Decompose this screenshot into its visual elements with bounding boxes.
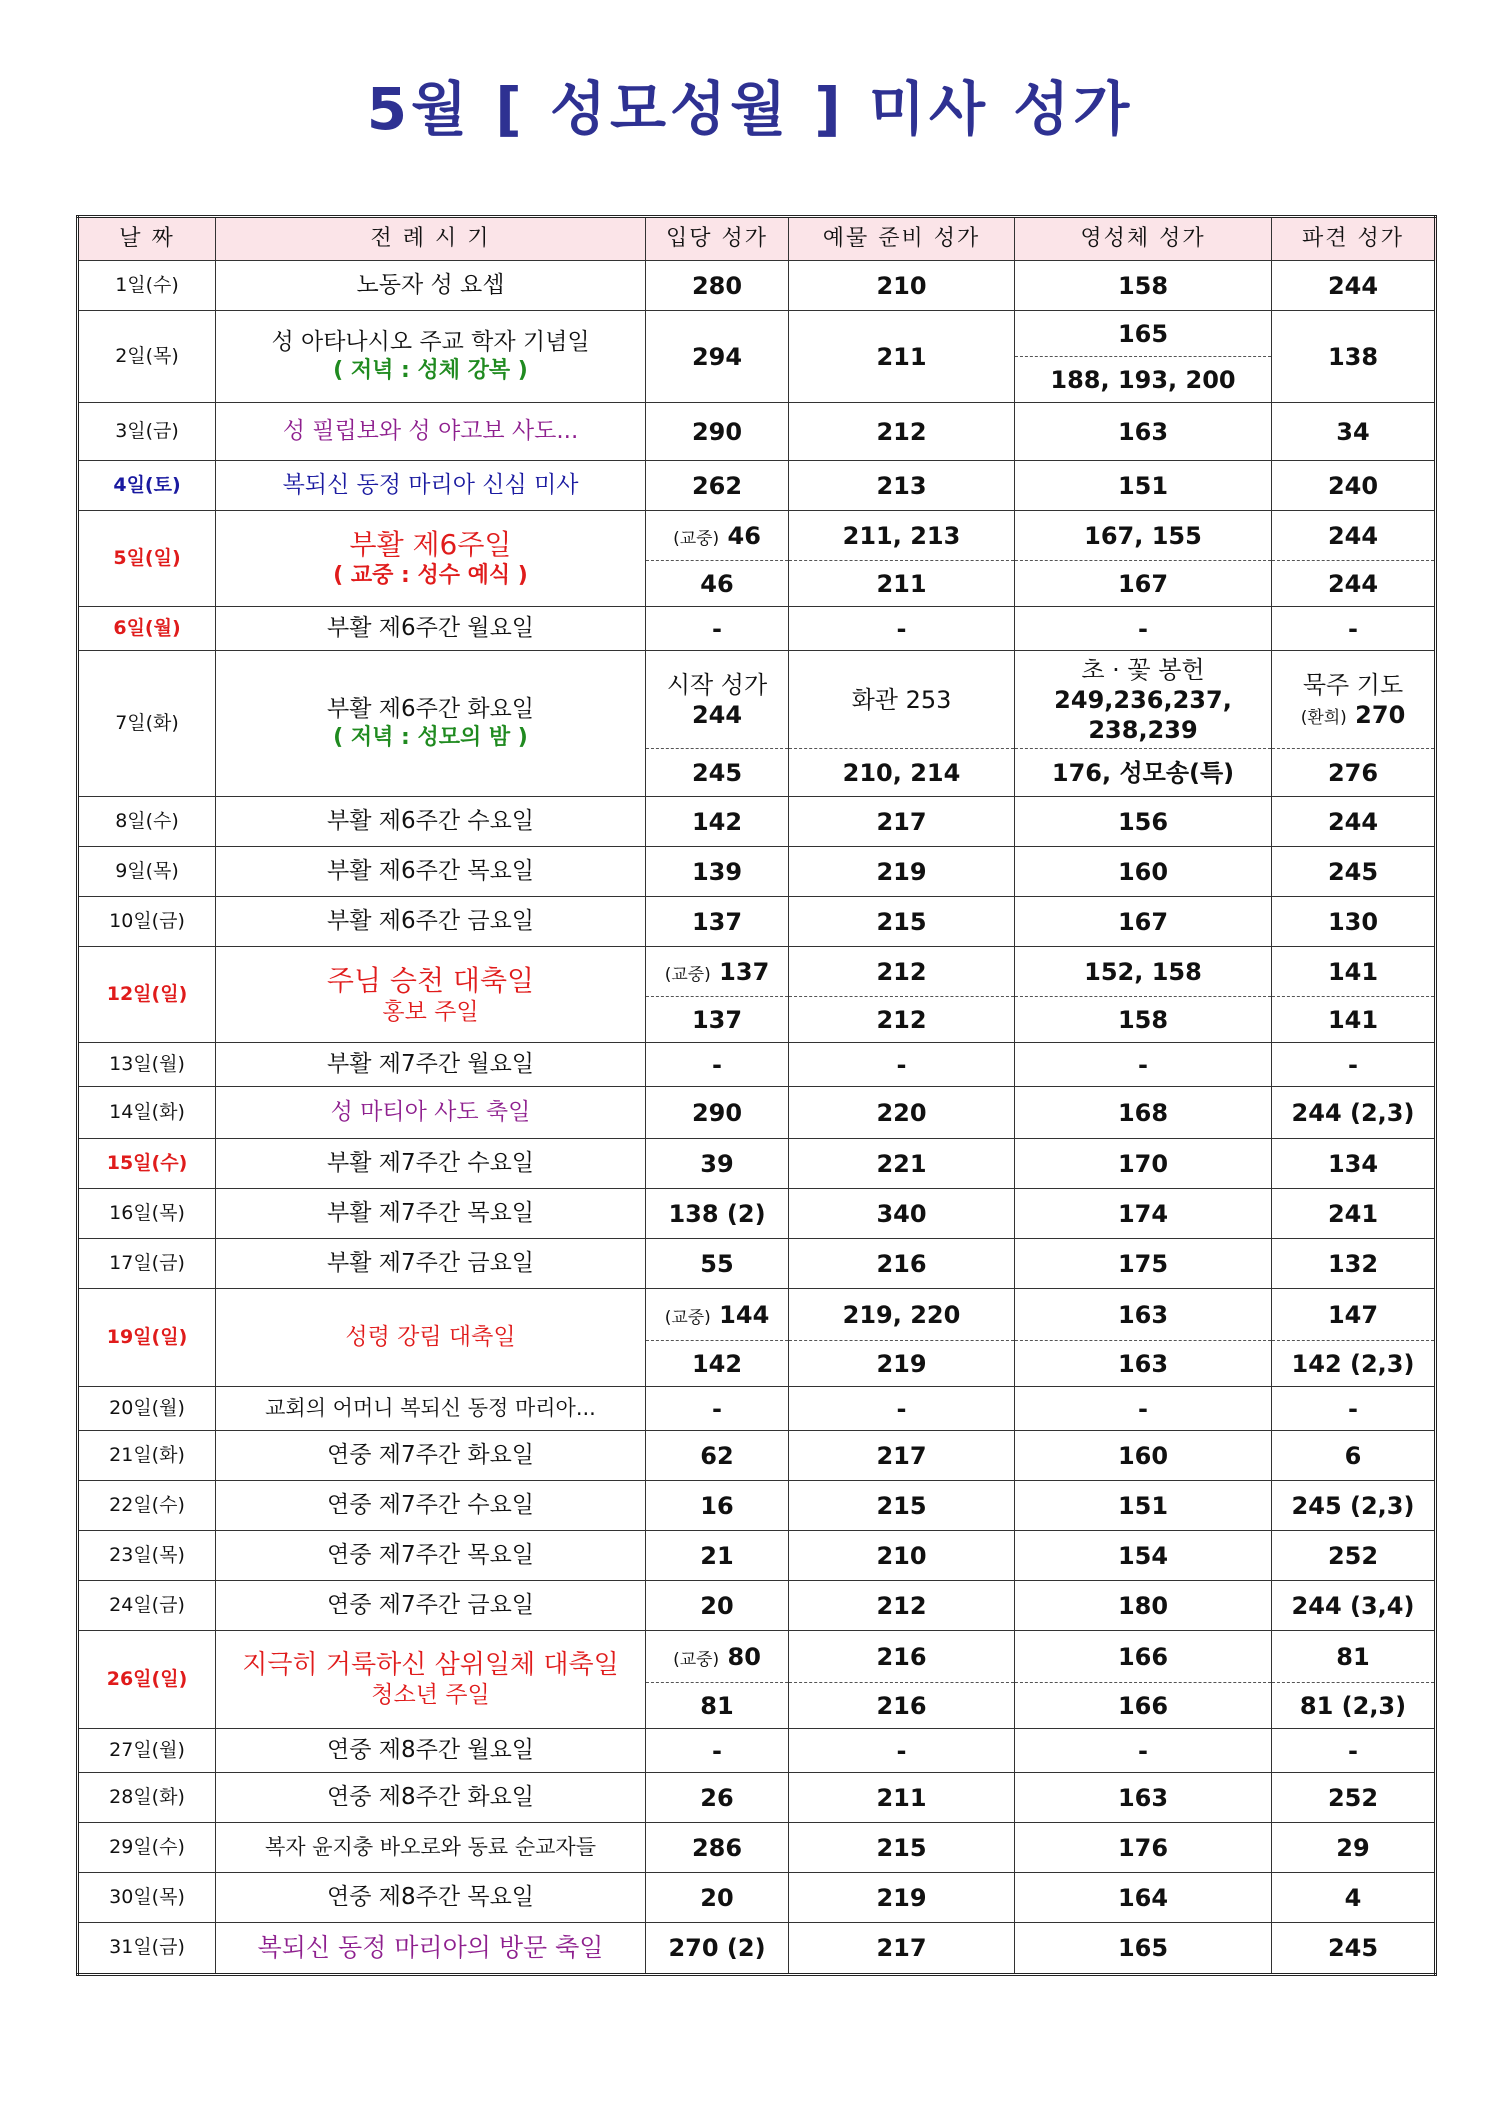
liturgy-cell: 연중 제7주간 목요일 [216, 1531, 646, 1581]
liturgy-title: 주님 승천 대축일 [326, 963, 535, 997]
communion-cell: 151 [1015, 1481, 1272, 1531]
liturgy-cell [216, 511, 646, 607]
sending-cell: - [1272, 1729, 1436, 1773]
sending-cell: 141 [1272, 947, 1436, 997]
entrance-cell: 20 [646, 1873, 789, 1923]
liturgy-cell: 복자 윤지충 바오로와 동료 순교자들 [216, 1823, 646, 1873]
liturgy-cell [216, 1631, 646, 1729]
date-cell: 21일(화) [78, 1431, 216, 1481]
sending-cell: - [1272, 607, 1436, 651]
liturgy-cell: 복되신 동정 마리아 신심 미사 [216, 461, 646, 511]
liturgy-cell: 연중 제7주간 화요일 [216, 1431, 646, 1481]
entrance-cell: 138 (2) [646, 1189, 789, 1239]
sending-cell: 245 [1272, 1923, 1436, 1975]
offertory-cell: 340 [789, 1189, 1015, 1239]
entrance-cell [646, 1289, 789, 1341]
date-cell: 10일(금) [78, 897, 216, 947]
table-row [78, 261, 1436, 311]
table-row [78, 1923, 1436, 1975]
liturgy-cell: 노동자 성 요셉 [216, 261, 646, 311]
communion-cell: - [1015, 1387, 1272, 1431]
communion-label: 초 · 꽃 봉헌 [1081, 655, 1205, 684]
mass-tag: (교중) [673, 528, 720, 549]
sending-cell: 244 [1272, 511, 1436, 561]
liturgy-cell: 부활 제7주간 목요일 [216, 1189, 646, 1239]
sending-cell: - [1272, 1387, 1436, 1431]
date-cell: 3일(금) [78, 403, 216, 461]
mass-tag: (교중) [673, 1649, 720, 1670]
communion-cell: 158 [1015, 261, 1272, 311]
sending-cell: 134 [1272, 1139, 1436, 1189]
mass-tag: (교중) [664, 964, 711, 985]
offertory-cell: 219 [789, 1873, 1015, 1923]
table-row [78, 1289, 1436, 1341]
sending-cell: 132 [1272, 1239, 1436, 1289]
mystery-tag: (환희) [1300, 707, 1347, 728]
entrance-cell [646, 947, 789, 997]
sending-cell: 6 [1272, 1431, 1436, 1481]
table-row [78, 847, 1436, 897]
date-cell: 15일(수) [78, 1139, 216, 1189]
date-cell: 28일(화) [78, 1773, 216, 1823]
sending-cell: 244 (2,3) [1272, 1087, 1436, 1139]
entrance-cell: 62 [646, 1431, 789, 1481]
communion-cell: 188, 193, 200 [1015, 357, 1272, 403]
liturgy-cell [216, 651, 646, 797]
liturgy-subtitle: ( 저녁 : 성모의 밤 ) [333, 725, 528, 751]
table-row [78, 1773, 1436, 1823]
sending-cell: 4 [1272, 1873, 1436, 1923]
offertory-cell: 212 [789, 1581, 1015, 1631]
table-row [78, 1729, 1436, 1773]
offertory-cell: 211 [789, 561, 1015, 607]
offertory-cell: 216 [789, 1631, 1015, 1683]
liturgy-cell [216, 947, 646, 1043]
communion-cell: 168 [1015, 1087, 1272, 1139]
offertory-cell: 217 [789, 1923, 1015, 1975]
sending-label: 묵주 기도 [1302, 670, 1404, 699]
entrance-cell: 46 [646, 561, 789, 607]
sending-cell [1272, 651, 1436, 749]
entrance-cell: 137 [646, 997, 789, 1043]
communion-cell: - [1015, 1043, 1272, 1087]
offertory-cell: 219 [789, 1341, 1015, 1387]
liturgy-cell: 부활 제6주간 월요일 [216, 607, 646, 651]
header-communion: 영성체 성가 [1015, 217, 1272, 261]
offertory-cell: 210 [789, 261, 1015, 311]
liturgy-cell: 부활 제6주간 금요일 [216, 897, 646, 947]
communion-cell: 152, 158 [1015, 947, 1272, 997]
table-row [78, 1873, 1436, 1923]
entrance-cell: - [646, 1729, 789, 1773]
offertory-cell: 211 [789, 1773, 1015, 1823]
communion-cell: 166 [1015, 1631, 1272, 1683]
date-cell: 23일(목) [78, 1531, 216, 1581]
entrance-label: 시작 성가 [666, 670, 768, 699]
header-date: 날 짜 [78, 217, 216, 261]
liturgy-title: 부활 제6주간 화요일 [327, 696, 534, 723]
communion-cell: 160 [1015, 1431, 1272, 1481]
offertory-cell: 216 [789, 1683, 1015, 1729]
table-row [78, 1087, 1436, 1139]
date-cell: 20일(월) [78, 1387, 216, 1431]
offertory-cell: - [789, 607, 1015, 651]
offertory-cell: 210, 214 [789, 749, 1015, 797]
date-cell: 24일(금) [78, 1581, 216, 1631]
liturgy-cell: 성령 강림 대축일 [216, 1289, 646, 1387]
entrance-value: 137 [719, 957, 770, 986]
header-row [78, 217, 1436, 261]
offertory-cell: 217 [789, 1431, 1015, 1481]
offertory-cell: 215 [789, 1823, 1015, 1873]
entrance-cell: 81 [646, 1683, 789, 1729]
offertory-cell: 212 [789, 997, 1015, 1043]
page-title: 5월 [ 성모성월 ] 미사 성가 [366, 75, 1134, 143]
hymn-table [76, 215, 1437, 1976]
liturgy-cell: 부활 제7주간 수요일 [216, 1139, 646, 1189]
communion-cell: 180 [1015, 1581, 1272, 1631]
communion-cell: 163 [1015, 1289, 1272, 1341]
communion-cell: 167 [1015, 897, 1272, 947]
sending-cell: 252 [1272, 1773, 1436, 1823]
date-cell: 2일(목) [78, 311, 216, 403]
communion-cell: 163 [1015, 1341, 1272, 1387]
communion-cell: 164 [1015, 1873, 1272, 1923]
offertory-cell: 215 [789, 1481, 1015, 1531]
table-row [78, 1431, 1436, 1481]
offertory-cell: 213 [789, 461, 1015, 511]
date-cell: 7일(화) [78, 651, 216, 797]
communion-cell: 151 [1015, 461, 1272, 511]
liturgy-title: 지극히 거룩하신 삼위일체 대축일 [242, 1649, 619, 1680]
entrance-cell: 142 [646, 797, 789, 847]
date-cell: 1일(수) [78, 261, 216, 311]
sending-cell: 244 [1272, 261, 1436, 311]
communion-cell: 160 [1015, 847, 1272, 897]
table-row [78, 461, 1436, 511]
date-cell: 8일(수) [78, 797, 216, 847]
date-cell: 27일(월) [78, 1729, 216, 1773]
communion-cell: - [1015, 1729, 1272, 1773]
offertory-cell: 217 [789, 797, 1015, 847]
communion-cell: - [1015, 607, 1272, 651]
entrance-cell: 262 [646, 461, 789, 511]
table-row [78, 1823, 1436, 1873]
liturgy-cell: 부활 제6주간 수요일 [216, 797, 646, 847]
liturgy-cell: 연중 제8주간 화요일 [216, 1773, 646, 1823]
communion-cell: 167 [1015, 561, 1272, 607]
communion-cell: 163 [1015, 1773, 1272, 1823]
liturgy-cell: 부활 제7주간 금요일 [216, 1239, 646, 1289]
entrance-value: 244 [691, 700, 743, 729]
entrance-cell: 26 [646, 1773, 789, 1823]
communion-cell: 163 [1015, 403, 1272, 461]
offertory-cell: 211 [789, 311, 1015, 403]
date-cell: 29일(수) [78, 1823, 216, 1873]
header-liturgy: 전 례 시 기 [216, 217, 646, 261]
communion-cell: 165 [1015, 311, 1272, 357]
table-row [78, 947, 1436, 997]
entrance-cell [646, 511, 789, 561]
offertory-cell: 212 [789, 403, 1015, 461]
entrance-cell: 20 [646, 1581, 789, 1631]
liturgy-subtitle: ( 교중 : 성수 예식 ) [333, 563, 528, 589]
date-cell: 22일(수) [78, 1481, 216, 1531]
communion-cell: 156 [1015, 797, 1272, 847]
offertory-cell: 215 [789, 897, 1015, 947]
date-cell: 31일(금) [78, 1923, 216, 1975]
date-cell: 6일(월) [78, 607, 216, 651]
offertory-cell: 212 [789, 947, 1015, 997]
sending-cell: 130 [1272, 897, 1436, 947]
liturgy-cell [216, 311, 646, 403]
entrance-cell: - [646, 1043, 789, 1087]
sending-cell: 245 [1272, 847, 1436, 897]
sending-cell: 147 [1272, 1289, 1436, 1341]
entrance-cell: 21 [646, 1531, 789, 1581]
offertory-cell: 216 [789, 1239, 1015, 1289]
entrance-cell: 139 [646, 847, 789, 897]
offertory-cell: 221 [789, 1139, 1015, 1189]
liturgy-cell: 연중 제8주간 월요일 [216, 1729, 646, 1773]
liturgy-cell: 부활 제7주간 월요일 [216, 1043, 646, 1087]
sending-cell: 276 [1272, 749, 1436, 797]
entrance-cell: 286 [646, 1823, 789, 1873]
sending-cell: 141 [1272, 997, 1436, 1043]
offertory-cell: 화관 253 [789, 651, 1015, 749]
liturgy-cell: 부활 제6주간 목요일 [216, 847, 646, 897]
table-row [78, 1631, 1436, 1683]
communion-value: 238,239 [1088, 715, 1198, 744]
date-cell: 16일(목) [78, 1189, 216, 1239]
liturgy-cell: 연중 제8주간 목요일 [216, 1873, 646, 1923]
table-row [78, 1189, 1436, 1239]
sending-cell: 245 (2,3) [1272, 1481, 1436, 1531]
offertory-cell: 211, 213 [789, 511, 1015, 561]
offertory-cell: - [789, 1729, 1015, 1773]
liturgy-cell: 성 마티아 사도 축일 [216, 1087, 646, 1139]
offertory-cell: - [789, 1043, 1015, 1087]
liturgy-cell: 교회의 어머니 복되신 동정 마리아... [216, 1387, 646, 1431]
communion-cell: 167, 155 [1015, 511, 1272, 561]
date-cell: 5일(일) [78, 511, 216, 607]
communion-cell [1015, 651, 1272, 749]
liturgy-cell: 성 필립보와 성 야고보 사도... [216, 403, 646, 461]
entrance-cell [646, 651, 789, 749]
table-row [78, 1531, 1436, 1581]
date-cell: 17일(금) [78, 1239, 216, 1289]
sending-cell: 241 [1272, 1189, 1436, 1239]
liturgy-cell: 연중 제7주간 수요일 [216, 1481, 646, 1531]
date-cell: 13일(월) [78, 1043, 216, 1087]
liturgy-subtitle: 홍보 주일 [382, 998, 479, 1025]
mass-tag: (교중) [664, 1307, 711, 1328]
sending-cell: 142 (2,3) [1272, 1341, 1436, 1387]
sending-cell: 29 [1272, 1823, 1436, 1873]
sending-cell: - [1272, 1043, 1436, 1087]
liturgy-title: 부활 제6주일 [349, 528, 512, 562]
communion-cell: 166 [1015, 1683, 1272, 1729]
communion-cell: 158 [1015, 997, 1272, 1043]
sending-cell: 244 [1272, 797, 1436, 847]
entrance-cell: - [646, 607, 789, 651]
entrance-cell: 245 [646, 749, 789, 797]
entrance-cell: - [646, 1387, 789, 1431]
date-cell: 14일(화) [78, 1087, 216, 1139]
offertory-cell: 219 [789, 847, 1015, 897]
table-row [78, 797, 1436, 847]
communion-cell: 174 [1015, 1189, 1272, 1239]
sending-cell: 252 [1272, 1531, 1436, 1581]
entrance-cell: 142 [646, 1341, 789, 1387]
table-row [78, 607, 1436, 651]
offertory-cell: 219, 220 [789, 1289, 1015, 1341]
entrance-cell: 280 [646, 261, 789, 311]
table-row [78, 1481, 1436, 1531]
offertory-cell: 220 [789, 1087, 1015, 1139]
table-row [78, 651, 1436, 749]
sending-cell: 244 (3,4) [1272, 1581, 1436, 1631]
sending-value: 270 [1355, 700, 1406, 729]
date-cell: 4일(토) [78, 461, 216, 511]
date-cell: 9일(목) [78, 847, 216, 897]
entrance-cell: 290 [646, 403, 789, 461]
communion-value: 249,236,237, [1054, 685, 1232, 714]
date-cell: 12일(일) [78, 947, 216, 1043]
communion-cell: 175 [1015, 1239, 1272, 1289]
entrance-cell: 16 [646, 1481, 789, 1531]
entrance-cell: 137 [646, 897, 789, 947]
entrance-cell: 290 [646, 1087, 789, 1139]
table-row [78, 1581, 1436, 1631]
communion-cell: 176, 성모송(특) [1015, 749, 1272, 797]
hymn-table-wrapper [76, 215, 1434, 1976]
header-entrance: 입당 성가 [646, 217, 789, 261]
table-row [78, 311, 1436, 357]
sending-cell: 138 [1272, 311, 1436, 403]
table-row [78, 1387, 1436, 1431]
date-cell: 30일(목) [78, 1873, 216, 1923]
entrance-cell: 294 [646, 311, 789, 403]
liturgy-cell: 복되신 동정 마리아의 방문 축일 [216, 1923, 646, 1975]
header-sending: 파견 성가 [1272, 217, 1436, 261]
sending-cell: 240 [1272, 461, 1436, 511]
sending-cell: 34 [1272, 403, 1436, 461]
liturgy-title: 성 아타나시오 주교 학자 기념일 [271, 329, 590, 356]
sending-cell: 244 [1272, 561, 1436, 607]
communion-cell: 154 [1015, 1531, 1272, 1581]
offertory-cell: - [789, 1387, 1015, 1431]
date-cell: 26일(일) [78, 1631, 216, 1729]
table-row [78, 1239, 1436, 1289]
communion-cell: 170 [1015, 1139, 1272, 1189]
date-cell: 19일(일) [78, 1289, 216, 1387]
entrance-cell [646, 1631, 789, 1683]
sending-cell: 81 (2,3) [1272, 1683, 1436, 1729]
table-row [78, 897, 1436, 947]
sending-cell: 81 [1272, 1631, 1436, 1683]
table-row [78, 1043, 1436, 1087]
entrance-cell: 55 [646, 1239, 789, 1289]
liturgy-subtitle: ( 저녁 : 성체 강복 ) [333, 358, 528, 384]
entrance-value: 46 [727, 521, 761, 550]
entrance-cell: 39 [646, 1139, 789, 1189]
header-offertory: 예물 준비 성가 [789, 217, 1015, 261]
entrance-cell: 270 (2) [646, 1923, 789, 1975]
table-row [78, 1139, 1436, 1189]
liturgy-cell: 연중 제7주간 금요일 [216, 1581, 646, 1631]
entrance-value: 144 [719, 1300, 770, 1329]
offertory-cell: 210 [789, 1531, 1015, 1581]
entrance-value: 80 [727, 1642, 761, 1671]
communion-cell: 176 [1015, 1823, 1272, 1873]
table-row [78, 403, 1436, 461]
communion-cell: 165 [1015, 1923, 1272, 1975]
liturgy-subtitle: 청소년 주일 [371, 1682, 490, 1709]
table-row [78, 511, 1436, 561]
